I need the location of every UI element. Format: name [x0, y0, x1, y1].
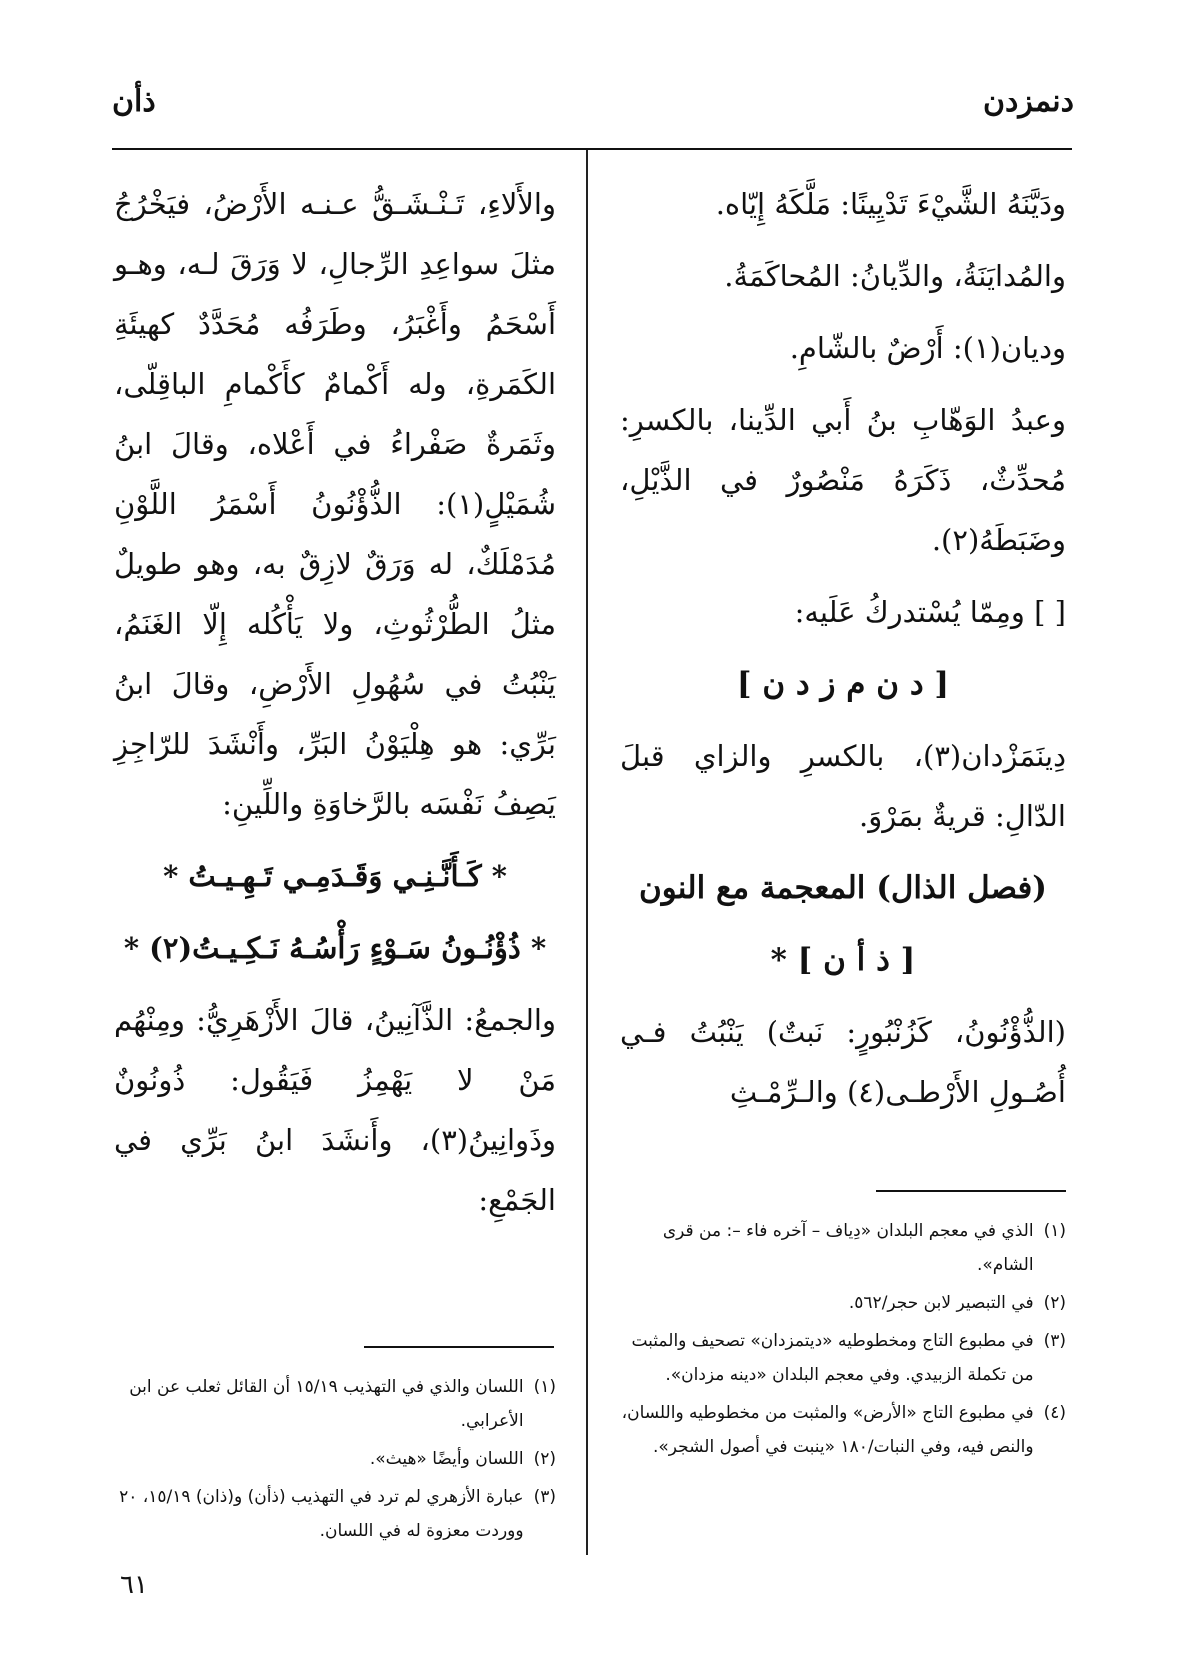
footnote-rule [364, 1346, 554, 1348]
footnote [114, 1370, 556, 1438]
footnote-text: في التبصير لابن حجر/٥٦٢. [848, 1293, 1034, 1313]
header-root-left: ذأن [112, 84, 156, 119]
footnote [114, 1442, 556, 1476]
footnote-text: عبارة الأزهري لم ترد في التهذيب (ذأن) و(ذان) ١٥/١٩، ٢٠ ووردت معزوة له في اللسان. [119, 1487, 524, 1541]
right-column [620, 174, 1066, 1134]
entry-paragraph: (الذُّؤْنُونُ، كَزُنْبُورٍ: نَبتٌ) يَنْبُتُ فـي أُصُـولِ الأَرْطـى(٤) والـرِّمْـثِ [620, 1015, 1066, 1109]
footnote [620, 1396, 1066, 1464]
entry-paragraph: [ ] ومِمّا يُسْتدركُ عَلَيه: [794, 595, 1066, 629]
footnote [620, 1214, 1066, 1282]
page-number: ٦١ [120, 1570, 148, 1600]
verse-line: * كَـأَنَّـنِـي وَقَـدَمِـي تَـهِـيـتُ * [163, 859, 507, 893]
footnotes-left [114, 1370, 556, 1552]
entry-paragraph: والجمعُ: الذَّآنِينُ، قالَ الأَزْهَرِيُّ: ومِنْهُم مَنْ لا يَهْمِزُ فَيَقُول: ذُونُونٌ وذَوانِينُ(٣)، وأَنشَدَ ابنُ بَرِّي في الجَمْعِ: [114, 1003, 556, 1217]
entry-paragraph: وديان(١): أَرْضٌ بالشّامِ. [789, 331, 1066, 365]
footnote-number: (١) [533, 1377, 556, 1397]
header-rule [112, 148, 1072, 150]
footnote-text: في مطبوع التاج «الأرض» والمثبت من مخطوطيه واللسان، والنص فيه، وفي النبات/١٨٠ «ينبت في أصول الشجر». [621, 1403, 1034, 1457]
root-heading: [ ذ أ ن ] * [770, 942, 916, 978]
entry-paragraph: والمُدايَنَةُ، والدِّيانُ: المُحاكَمَةُ. [724, 259, 1066, 293]
footnote-number: (١) [1043, 1221, 1066, 1241]
footnote-number: (٣) [533, 1487, 556, 1507]
verse-line: * ذُؤْنُـونُ سَـوْءٍ رَأْسُـهُ نَـكِـيـتُ(٢) * [123, 931, 547, 965]
footnote [620, 1324, 1066, 1392]
footnote [620, 1286, 1066, 1320]
footnote-text: اللسان وأيضًا «هيث». [369, 1449, 524, 1469]
entry-paragraph: والأَلاءِ، تَـنْـشَـقُّ عـنـه الأَرْضُ، فيَخْرُجُ مثلَ سواعِدِ الرِّجالِ، لا وَرَقَ لـه، وهـو أَسْحَمُ وأَغْبَرُ، وطَرَفُه مُحَدَّدٌ كهيئَةِ الكَمَرةِ، وله أَكْمامٌ كأَكْمامِ الباقِلّى، وثَمَرةٌ صَفْراءُ في أَعْلاه، وقالَ ابنُ شُمَيْلٍ(١): الذُّؤْنُونُ أَسْمَرُ اللَّوْنِ مُدَمْلَكٌ، له وَرَقٌ لازِقٌ به، وهو طويلٌ مثلُ الطُّرْثُوثِ، ولا يَأْكُله إِلّا الغَنَمُ، يَنْبُتُ في سُهُولِ الأَرْضِ، وقالَ ابنُ بَرِّي: هو هِلْيَوْنُ البَرِّ، وأَنْشَدَ للرّاجِزِ يَصِفُ نَفْسَه بالرَّخاوَةِ واللِّينِ: [114, 187, 556, 821]
entry-paragraph: وعبدُ الوَهّابِ بنُ أَبي الدِّينا، بالكسرِ: مُحدِّثٌ، ذَكَرَهُ مَنْصُورٌ في الذَّيْلِ، وضَبَطَهُ(٢). [620, 403, 1066, 557]
footnote-text: اللسان والذي في التهذيب ١٥/١٩ أن القائل ثعلب عن ابن الأعرابي. [129, 1377, 524, 1431]
header-root-right: دنمزدن [983, 84, 1074, 119]
footnote-rule [876, 1190, 1066, 1192]
entry-paragraph: ودَيَّنَهُ الشَّيْءَ تَدْيِينًا: مَلَّكَهُ إِيّاه. [715, 187, 1066, 221]
footnote-number: (٤) [1043, 1403, 1066, 1423]
footnote-number: (٢) [533, 1449, 556, 1469]
footnotes-right [620, 1214, 1066, 1468]
footnote-number: (٣) [1043, 1331, 1066, 1351]
entry-paragraph: دِينَمَزْدان(٣)، بالكسرِ والزاي قبلَ الدّالِ: قريةٌ بمَرْوَ. [620, 739, 1066, 833]
footnote-number: (٢) [1043, 1293, 1066, 1313]
column-divider [586, 150, 588, 1555]
section-heading: (فصل الذال) المعجمة مع النون [639, 870, 1047, 906]
footnote [114, 1480, 556, 1548]
footnote-text: الذي في معجم البلدان «دِياف – آخره فاء –: من قرى الشام». [662, 1221, 1034, 1275]
footnote-text: في مطبوع التاج ومخطوطيه «ديتمزدان» تصحيف والمثبت من تكملة الزبيدي. وفي معجم البلدان «دينه مزدان». [631, 1331, 1034, 1385]
root-heading: [ د ن م ز د ن ] [736, 666, 950, 702]
left-column [114, 174, 556, 1242]
